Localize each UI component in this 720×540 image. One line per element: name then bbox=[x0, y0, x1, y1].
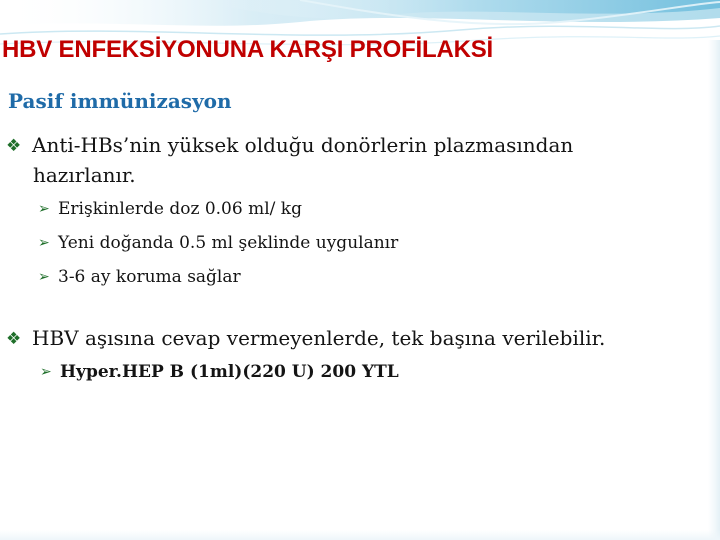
sub-bullet-text: 3-6 ay koruma sağlar bbox=[58, 267, 241, 287]
diamond-bullet-icon: ❖ bbox=[6, 329, 22, 349]
sub-bullet-item bbox=[38, 233, 398, 253]
sub-bullet-text: Yeni doğanda 0.5 ml şeklinde uygulanır bbox=[58, 233, 399, 253]
arrow-bullet-icon: ➢ bbox=[38, 269, 50, 285]
bottom-edge-decoration bbox=[0, 530, 720, 540]
slide-title: HBV ENFEKSİYONUNA KARŞI PROFİLAKSİ bbox=[2, 36, 494, 63]
bullet-item bbox=[6, 131, 573, 190]
sub-bullet-item bbox=[40, 362, 399, 382]
right-edge-decoration bbox=[708, 40, 720, 540]
sub-bullet-item bbox=[38, 267, 241, 287]
arrow-bullet-icon: ➢ bbox=[38, 235, 50, 251]
sub-bullet-text: Erişkinlerde doz 0.06 ml/ kg bbox=[58, 199, 302, 219]
sub-bullet-text: Hyper.HEP B (1ml)(220 U) 200 YTL bbox=[60, 362, 399, 382]
diamond-bullet-icon: ❖ bbox=[6, 136, 22, 156]
bullet-item bbox=[6, 324, 605, 354]
sub-bullet-item bbox=[38, 199, 302, 219]
arrow-bullet-icon: ➢ bbox=[40, 364, 52, 380]
arrow-bullet-icon: ➢ bbox=[38, 201, 50, 217]
bullet-text-line1: Anti-HBs’nin yüksek olduğu donörlerin plazmasından bbox=[32, 133, 574, 157]
bullet-text-line1: HBV aşısına cevap vermeyenlerde, tek başına verilebilir. bbox=[32, 326, 606, 350]
bullet-text-line2: hazırlanır. bbox=[33, 163, 136, 187]
slide-subtitle: Pasif immünizasyon bbox=[8, 89, 232, 113]
